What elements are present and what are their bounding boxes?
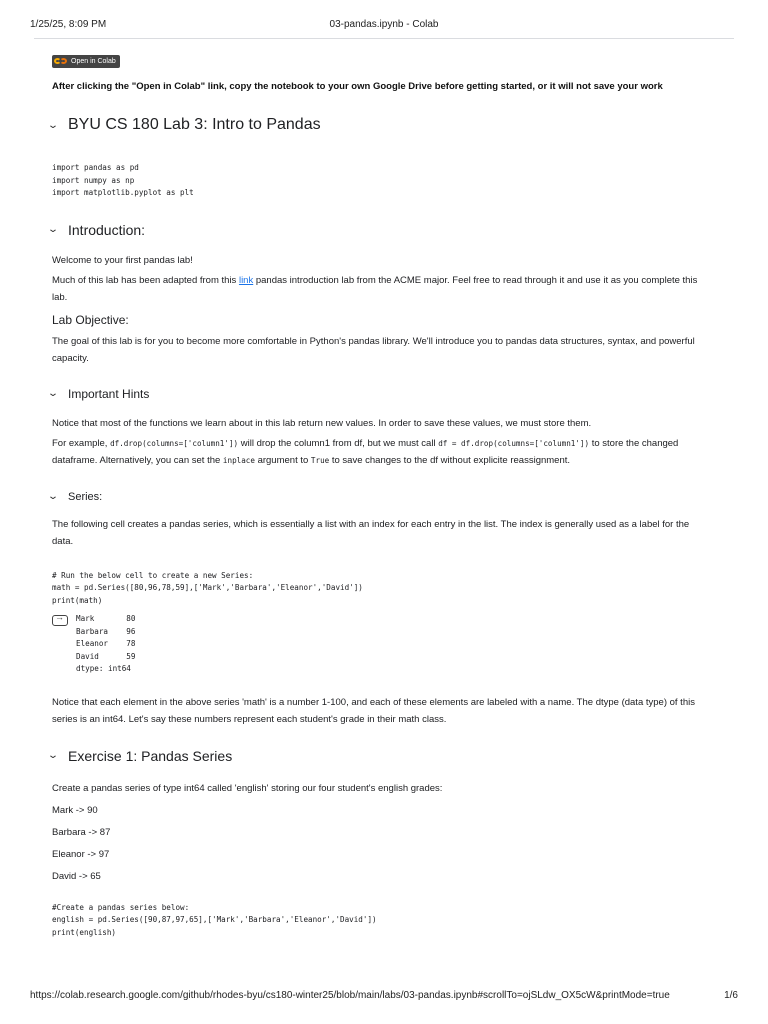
section-header-title[interactable] xyxy=(45,116,700,134)
section-header-introduction[interactable] xyxy=(45,222,700,238)
objective-text: The goal of this lab is for you to become more comfortable in Python's pandas library. We'll introduce you to pandas data structures, syntax, and powerful capacity. xyxy=(52,335,695,364)
hints-paragraph-2 xyxy=(45,435,700,469)
hints-text: For example, xyxy=(52,437,111,449)
series-output-text: Mark 80 Barbara 96 Eleanor 78 David 59 dtype: int64 xyxy=(76,614,136,673)
chevron-down-icon[interactable]: ⌄ xyxy=(47,388,59,399)
exercise-1-code-cell[interactable]: #Create a pandas series below: english = pd.Series([90,87,97,65],['Mark','Barbara','Eleanor','David']) print(english) xyxy=(52,902,377,937)
exercise-1-heading: Exercise 1: Pandas Series xyxy=(68,747,233,764)
hints-text: argument to xyxy=(254,454,311,466)
chevron-down-icon[interactable]: ⌄ xyxy=(47,750,59,761)
chevron-down-icon[interactable]: ⌄ xyxy=(47,119,59,131)
print-datetime: 1/25/25, 8:09 PM xyxy=(30,19,107,30)
imports-code-cell[interactable]: import pandas as pd import numpy as np import matplotlib.pyplot as plt xyxy=(52,163,194,197)
series-description: The following cell creates a pandas series, which is essentially a list with an index for each entry in the list. The index is generally used as a label for the data. xyxy=(52,518,690,547)
grade-item: Mark -> 90 xyxy=(52,804,98,816)
hints-text: to store the changed dataframe. Alternatively, you can set the xyxy=(52,437,679,466)
series-notice: Notice that each element in the above series 'math' is a number 1-100, and each of these elements are labeled with a name. The dtype (data type) of this series is an int64. Let's say these numbers represent each student's grade in their math class. xyxy=(52,696,695,725)
section-header-exercise-1[interactable] xyxy=(45,748,700,764)
hints-paragraph-1: Notice that most of the functions we learn about in this lab return new values. In order to save these values, we must store them. xyxy=(52,417,592,429)
page-title: BYU CS 180 Lab 3: Intro to Pandas xyxy=(68,116,321,133)
lab-objective-heading: Lab Objective: xyxy=(52,312,129,327)
section-header-important-hints[interactable] xyxy=(45,387,700,401)
welcome-text: Welcome to your first pandas lab! xyxy=(52,254,193,266)
adapted-text-before: Much of this lab has been adapted from this xyxy=(52,274,239,286)
adapted-text-after: pandas introduction lab from the ACME major. Feel free to read through it and use it as you complete this lab. xyxy=(52,274,698,303)
hints-text: to save changes to the df without explicite reassignment. xyxy=(329,454,571,466)
notebook-content xyxy=(45,52,700,939)
series-output xyxy=(45,613,700,676)
exercise-1-text: Create a pandas series of type int64 called 'english' storing our four student's english grades: xyxy=(52,782,443,794)
important-hints-heading: Important Hints xyxy=(68,386,150,401)
series-heading: Series: xyxy=(68,490,103,503)
series-code-cell[interactable]: # Run the below cell to create a new Series: math = pd.Series([80,96,78,59],['Mark','Barbara','Eleanor','David']) print(math) xyxy=(52,570,363,605)
acme-link[interactable]: link xyxy=(238,274,254,286)
chevron-down-icon[interactable]: ⌄ xyxy=(47,224,59,235)
print-footer xyxy=(30,990,738,1004)
page-number: 1/6 xyxy=(724,990,738,1001)
section-header-series[interactable] xyxy=(45,491,700,503)
output-toggle-icon[interactable] xyxy=(52,615,68,625)
grade-item: Barbara -> 87 xyxy=(52,826,111,838)
grade-item: Eleanor -> 97 xyxy=(52,848,110,860)
badge-label: Open in Colab xyxy=(71,57,116,65)
print-header xyxy=(30,19,738,33)
inline-code: df = df.drop(columns=['column1']) xyxy=(438,438,590,448)
grade-item: David -> 65 xyxy=(52,870,101,882)
hints-text: will drop the column1 from df, but we must call xyxy=(238,437,439,449)
colab-logo-icon xyxy=(54,57,68,65)
inline-code: df.drop(columns=['column1']) xyxy=(110,438,239,448)
open-in-colab-badge[interactable] xyxy=(52,55,120,68)
header-divider xyxy=(34,38,734,39)
chevron-down-icon[interactable]: ⌄ xyxy=(47,491,59,502)
introduction-heading: Introduction: xyxy=(68,221,146,238)
inline-code: inplace xyxy=(222,455,255,465)
print-title: 03-pandas.ipynb - Colab xyxy=(329,19,439,30)
drive-note: After clicking the "Open in Colab" link, copy the notebook to your own Google Drive before getting started, or it will not save your work xyxy=(52,81,663,92)
adapted-paragraph xyxy=(45,272,700,306)
page-url: https://colab.research.google.com/github/rhodes-byu/cs180-winter25/blob/main/labs/03-pandas.ipynb#scrollTo=ojSLdw_OX5cW&printMode=true xyxy=(30,990,670,1001)
inline-code: True xyxy=(310,455,330,465)
